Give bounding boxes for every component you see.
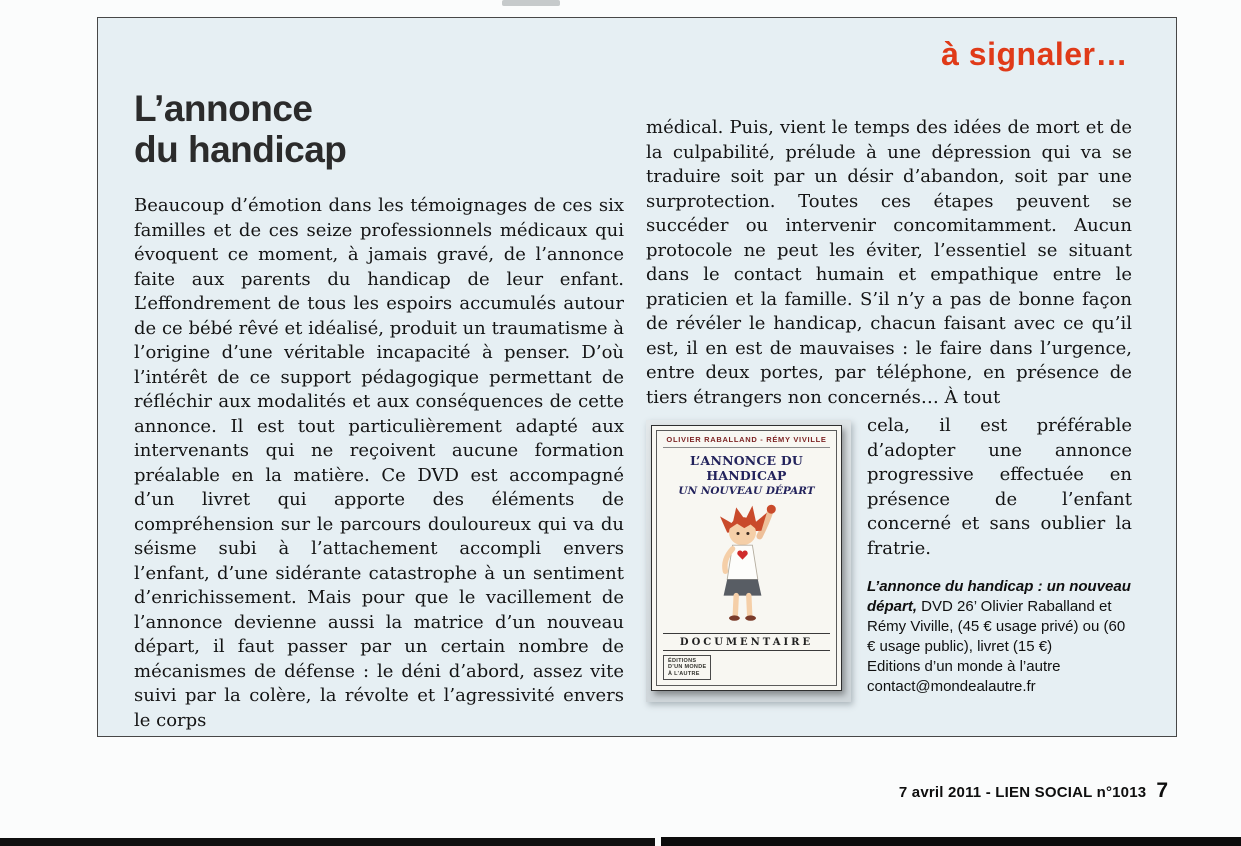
right-column bbox=[646, 116, 1132, 706]
publisher-logo-line3: À L’AUTRE bbox=[668, 670, 700, 677]
dvd-authors: OLIVIER RABALLAND - RÉMY VIVILLE bbox=[663, 435, 830, 448]
article-title-line1: L’annonce bbox=[134, 88, 313, 129]
footer-issue: 7 avril 2011 - LIEN SOCIAL n°1013 bbox=[898, 784, 1147, 801]
article-title-line2: du handicap bbox=[134, 129, 347, 170]
caption-contact-email: contact@mondealautre.fr bbox=[867, 678, 1036, 695]
dvd-cover-frame bbox=[656, 430, 837, 686]
article-panel bbox=[97, 17, 1177, 737]
scan-artifact-bar bbox=[0, 838, 655, 846]
caption-title: L’annonce du handicap : un nouveau départ, bbox=[867, 578, 1131, 615]
scan-artifact-bar bbox=[661, 837, 1241, 846]
dvd-cover bbox=[646, 420, 851, 702]
page-footer bbox=[0, 779, 1168, 803]
right-column-text-before-image: médical. Puis, vient le temps des idées de mort et de la culpabilité, prélude à une dépression qui va se traduire soit par un désir d’abandon, soit par une surprotection. Toutes ces étapes peuvent se succéder ou intervenir concomitamment. Aucun protocole ne peut les éviter, l’essentiel se situant dans le contact humain et empathique entre le praticien et la famille. S’il n’y a pas de bonne façon de révéler le handicap, chacun faisant avec ce qu’il est, il en est de mauvaises : le faire dans l’urgence, entre deux portes, par téléphone, en présence de tiers étrangers non concernés… À tout bbox=[646, 117, 1132, 408]
dvd-subtitle: UN NOUVEAU DÉPART bbox=[678, 485, 815, 497]
right-column-text-beside-image: cela, il est préférable d’adopter une annonce progressive effectuée en présence de l’enfant concerné et sans oublier la fratrie. bbox=[867, 415, 1132, 559]
page-number: 7 bbox=[1156, 779, 1168, 802]
dvd-illustration bbox=[663, 497, 830, 633]
section-label: à signaler… bbox=[941, 36, 1128, 72]
publisher-logo bbox=[663, 655, 711, 681]
dvd-cover-photo bbox=[646, 420, 851, 702]
left-column-text: Beaucoup d’émotion dans les témoignages de ces six familles et de ces seize professionnels médicaux qui évoquent ce moment, à jamais gravé, de l’annonce faite aux parents du handicap de leur enfant. L’effondrement de tous les espoirs accumulés autour de ce bébé rêvé et idéalisé, produit un traumatisme à l’origine d’une véritable incapacité à penser. D’où l’intérêt de ce support pédagogique permettant de réfléchir aux modalités et aux conséquences de cette annonce. Il est tout particulièrement adapté aux intervenants qui ne reçoivent aucune formation préalable en la matière. Ce DVD est accompagné d’un livret qui apporte des éléments de compréhension sur le parcours douloureux qui va du séisme subi à l’attachement accompli envers l’enfant, d’une sidérante catastrophe à un sentiment d’enrichissement. Mais pour que le vacillement de l’annonce devienne aussi la matrice d’un nouveau départ, il faut passer par un certain nombre de mécanismes de défense : le déni d’abord, assez vite suivi par la colère, la révolte et l’agressivité envers le corps bbox=[134, 195, 624, 731]
article-title bbox=[134, 82, 624, 170]
left-column bbox=[134, 82, 624, 733]
caption-publisher: Editions d’un monde à l’autre bbox=[867, 658, 1061, 675]
publisher-logo-line1: ÉDITIONS bbox=[668, 657, 697, 664]
dvd-title: L’ANNONCE DU HANDICAP bbox=[690, 453, 803, 483]
caption-details: DVD 26’ Olivier Raballand et Rémy Viville, (45 € usage privé) ou (60 € usage public), livret (15 €) bbox=[867, 598, 1126, 655]
scan-artifact-smudge bbox=[502, 0, 560, 6]
dvd-cover-box bbox=[651, 425, 842, 691]
publisher-logo-line2: D’UN MONDE bbox=[668, 664, 707, 670]
child-illustration-icon bbox=[693, 502, 801, 628]
dvd-genre: DOCUMENTAIRE bbox=[663, 633, 830, 651]
